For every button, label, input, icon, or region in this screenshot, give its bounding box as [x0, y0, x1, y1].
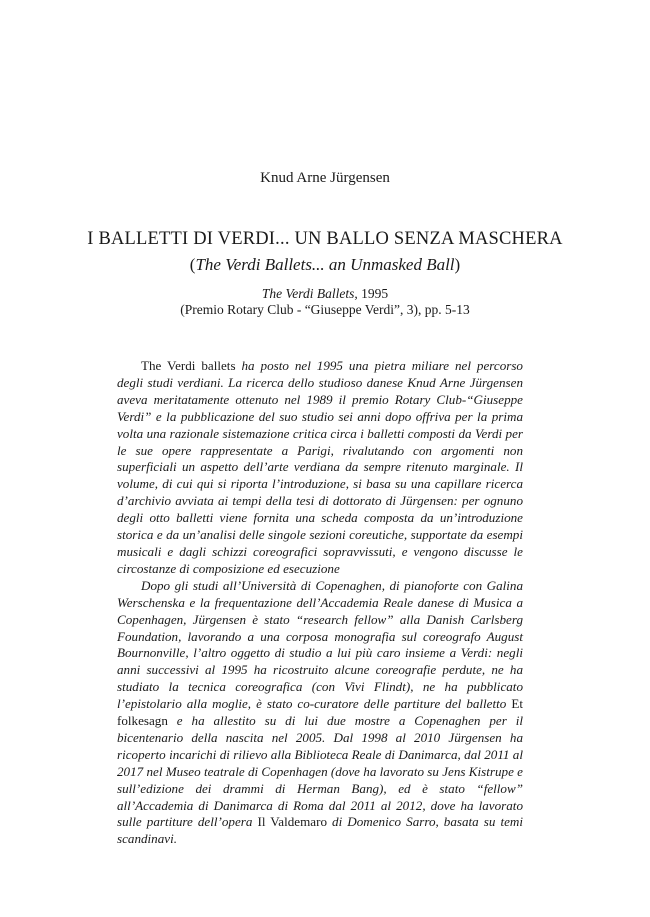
source-year: , 1995 — [354, 286, 389, 301]
paragraph-biography — [117, 578, 523, 849]
source-reference — [0, 286, 650, 302]
book-title-roman: The Verdi ballets — [141, 358, 236, 373]
subtitle-english-title: The Verdi Ballets... an Unmasked Ball — [195, 255, 455, 274]
opera-title: Il Valdemaro — [252, 814, 328, 830]
author-name: Knud Arne Jürgensen — [260, 170, 390, 186]
chapter-title: I BALLETTI DI VERDI... UN BALLO SENZA MASCHERA — [87, 229, 563, 249]
biography-text-continued: e ha allestito su di lui due mostre a Copenaghen per il bicentenario della nascita nel 2005. Dal 1998 al 2010 Jürgensen ha ricoperto incarichi di rilievo alla Biblioteca Reale di Danimarca, dal 2011 al 2017 nel Museo teatrale di Copenhagen (dove ha lavorato su Jens Kistrupe e sull’edizione dei drammi di Herman Bang), ed è stato “fellow” all’Accademia di Danimarca di Roma dal 2011 al 2012, dove ha lavorato sulle partiture dell’opera — [117, 713, 523, 830]
body-text — [117, 358, 523, 848]
subtitle-close-paren: ) — [454, 255, 461, 274]
source-book-title: The Verdi Ballets — [261, 286, 355, 301]
biography-text: Dopo gli studi all’Università di Copenaghen, di pianoforte con Galina Werschenska e la frequentazione dell’Accademia Reale danese di Musica a Copenhagen, Jürgensen è stato “research fellow” alla Danish Carlsberg Foundation, lavorando a una corposa monografia sul coreografo August Bournonville, l’altro oggetto di studio a lui più caro insieme a Verdi: negli anni successivi al 1995 ha ricostruito alcune coreografie perdute, ne ha studiato la tecnica coreografica (con Vivi Flindt), ne ha pubblicato l’epistolario alla moglie, è stato co-curatore delle partiture del balletto — [117, 577, 523, 712]
biography-text-end: di Domenico Sarro, basata su temi scandinavi. — [117, 814, 524, 847]
subtitle-open-paren: ( — [189, 255, 196, 274]
source-series: (Premio Rotary Club - “Giuseppe Verdi”, 3), pp. 5-13 — [180, 302, 470, 317]
intro-text: ha posto nel 1995 una pietra miliare nel percorso degli studi verdiani. La ricerca dello studioso danese Knud Arne Jürgensen aveva meritatamente ottenuto nel 1989 il premio Rotary Club-“Giuseppe Verdi” e la pubblicazione del suo studio sei anni dopo offriva per la prima volta una razionale sistemazione critica circa i balletti composti da Verdi per le sue opere rappresentate a Parigi, rivalutando con argomenti non superficiali un aspetto dell’arte verdiana da sempre ritenuto marginale. Il volume, di cui qui si riporta l’introduzione, si basa su una capillare ricerca d’archivio avviata ai tempi della tesi di dottorato di Jürgensen: per ognuno degli otto balletti viene fornita una scheda composta da un’introduzione storica e da un’analisi delle singole sezioni coreutiche, supportate da esempi musicali e dagli schizzi coreografici sopravvissuti, e vengono discusse le circostanze di composizione ed esecuzione — [117, 358, 523, 576]
paragraph-introduction — [117, 358, 523, 578]
chapter-subtitle — [0, 255, 650, 275]
ballet-title: Et folkesagn — [117, 696, 523, 729]
